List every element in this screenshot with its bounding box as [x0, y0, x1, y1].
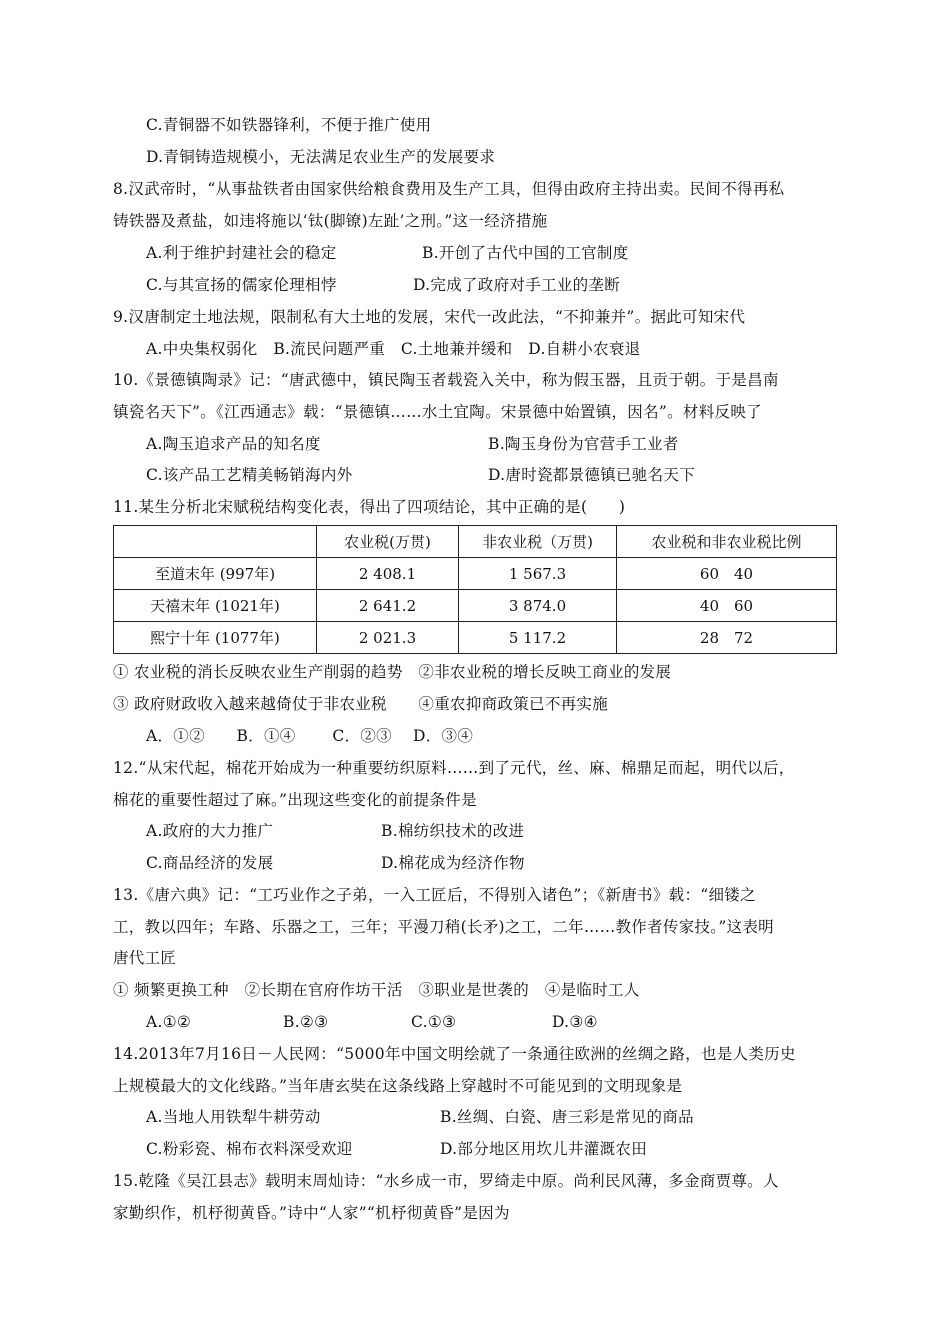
- q10-option-a: A.陶玉追求产品的知名度: [146, 435, 321, 453]
- q12-option-d: D.棉花成为经济作物: [381, 854, 525, 872]
- table-row: [114, 622, 837, 654]
- q11-conclusions-line2: ③ 政府财政收入越来越倚仗于非农业税 ④重农抑商政策已不再实施: [113, 695, 609, 713]
- q14-option-a: A.当地人用铁犁牛耕劳动: [146, 1108, 321, 1126]
- table-cell: 至道末年 (997年): [114, 558, 317, 590]
- q10-stem-line1: 10.《景德镇陶录》记：“唐武德中，镇民陶玉者载瓷入关中，称为假玉器，且贡于朝。于是昌南: [113, 371, 779, 389]
- q12-stem-line1: 12.“从宋代起，棉花开始成为一种重要纺织原料……到了元代，丝、麻、棉鼎足而起，明代以后，: [113, 759, 795, 777]
- q10-option-b: B.陶玉身份为官营手工业者: [488, 435, 679, 453]
- q14-option-c: C.粉彩瓷、棉布衣料深受欢迎: [146, 1140, 353, 1158]
- table-row: [114, 590, 837, 622]
- q8-option-a: A.利于维护封建社会的稳定: [146, 244, 337, 262]
- q13-stem-line3: 唐代工匠: [113, 949, 177, 967]
- q14-option-d: D.部分地区用坎儿井灌溉农田: [440, 1140, 648, 1158]
- q11-options: A．①② B．①④ C．②③ D．③④: [146, 727, 474, 745]
- q14-stem-line2: 上规模最大的文化线路。”当年唐玄奘在这条线路上穿越时不可能见到的文明现象是: [113, 1077, 683, 1095]
- table-cell: 28 72: [617, 622, 837, 654]
- q12-option-b: B.棉纺织技术的改进: [381, 822, 525, 840]
- table-header-cell: [114, 526, 317, 558]
- table-cell: 熙宁十年 (1077年): [114, 622, 317, 654]
- tax-structure-table: [113, 525, 837, 654]
- q8-option-d: D.完成了政府对手工业的垄断: [413, 276, 621, 294]
- q15-stem-line1: 15.乾隆《吴江县志》载明末周灿诗：“水乡成一市，罗绮走中原。尚利民风薄，多金商贾尊。人: [113, 1172, 779, 1190]
- q10-option-c: C.该产品工艺精美畅销海内外: [146, 466, 353, 484]
- table-row: [114, 558, 837, 590]
- q13-choices: ① 频繁更换工种 ②长期在官府作坊干活 ③职业是世袭的 ④是临时工人: [113, 981, 640, 999]
- q8-option-b: B.开创了古代中国的工官制度: [422, 244, 629, 262]
- table-cell: 1 567.3: [459, 558, 617, 590]
- q14-stem-line1: 14.2013年7月16日－人民网：“5000年中国文明绘就了一条通往欧洲的丝绸之路，也是人类历史: [113, 1045, 796, 1063]
- q13-stem-line2: 工，教以四年；车路、乐器之工，三年；平漫刀稍(长矛)之工，二年……教作者传家技。”这表明: [113, 918, 774, 936]
- q7-option-d: D.青铜铸造规模小，无法满足农业生产的发展要求: [146, 148, 496, 166]
- q13-option-b: B.②③: [283, 1013, 329, 1031]
- q13-option-c: C.①③: [411, 1013, 457, 1031]
- table-header-cell: 农业税(万贯): [317, 526, 459, 558]
- q12-option-a: A.政府的大力推广: [146, 822, 274, 840]
- q10-stem-line2: 镇瓷名天下”。《江西通志》载：“景德镇……水土宜陶。宋景德中始置镇，因名”。材料反映了: [113, 403, 762, 421]
- table-cell: 3 874.0: [459, 590, 617, 622]
- q12-option-c: C.商品经济的发展: [146, 854, 274, 872]
- q13-option-d: D.③④: [552, 1013, 598, 1031]
- table-cell: 天禧末年 (1021年): [114, 590, 317, 622]
- q8-stem-line1: 8.汉武帝时，“从事盐铁者由国家供给粮食费用及生产工具，但得由政府主持出卖。民间不得再私: [113, 180, 785, 198]
- q7-option-c: C.青铜器不如铁器锋利，不便于推广使用: [146, 116, 432, 134]
- q11-conclusions-line1: ① 农业税的消长反映农业生产削弱的趋势 ②非农业税的增长反映工商业的发展: [113, 663, 672, 681]
- q14-option-b: B.丝绸、白瓷、唐三彩是常见的商品: [440, 1108, 694, 1126]
- table-header-cell: 农业税和非农业税比例: [617, 526, 837, 558]
- q9-options: A.中央集权弱化 B.流民问题严重 C.土地兼并缓和 D.自耕小农衰退: [146, 340, 641, 358]
- q8-option-c: C.与其宣扬的儒家伦理相悖: [146, 276, 337, 294]
- table-cell: 60 40: [617, 558, 837, 590]
- table-cell: 2 021.3: [317, 622, 459, 654]
- q13-stem-line1: 13.《唐六典》记：“工巧业作之子弟，一入工匠后，不得别入诸色”；《新唐书》载：“细镂之: [113, 886, 756, 904]
- q9-stem: 9.汉唐制定土地法规，限制私有大土地的发展，宋代一改此法，“不抑兼并”。据此可知宋代: [113, 308, 746, 326]
- table-cell: 2 641.2: [317, 590, 459, 622]
- table-header-row: [114, 526, 837, 558]
- table-cell: 5 117.2: [459, 622, 617, 654]
- table-header-cell: 非农业税（万贯): [459, 526, 617, 558]
- table-cell: 2 408.1: [317, 558, 459, 590]
- q8-stem-line2: 铸铁器及煮盐，如违将施以‘钛(脚镣)左趾’之刑。”这一经济措施: [113, 212, 548, 230]
- table-cell: 40 60: [617, 590, 837, 622]
- q10-option-d: D.唐时瓷都景德镇已驰名天下: [488, 466, 696, 484]
- q15-stem-line2: 家勤织作，机杼彻黄昏。”诗中“人家”“机杼彻黄昏”是因为: [113, 1204, 510, 1222]
- q12-stem-line2: 棉花的重要性超过了麻。”出现这些变化的前提条件是: [113, 791, 477, 809]
- q11-stem: 11.某生分析北宋赋税结构变化表，得出了四项结论，其中正确的是( ): [113, 498, 626, 516]
- q13-option-a: A.①②: [146, 1013, 192, 1031]
